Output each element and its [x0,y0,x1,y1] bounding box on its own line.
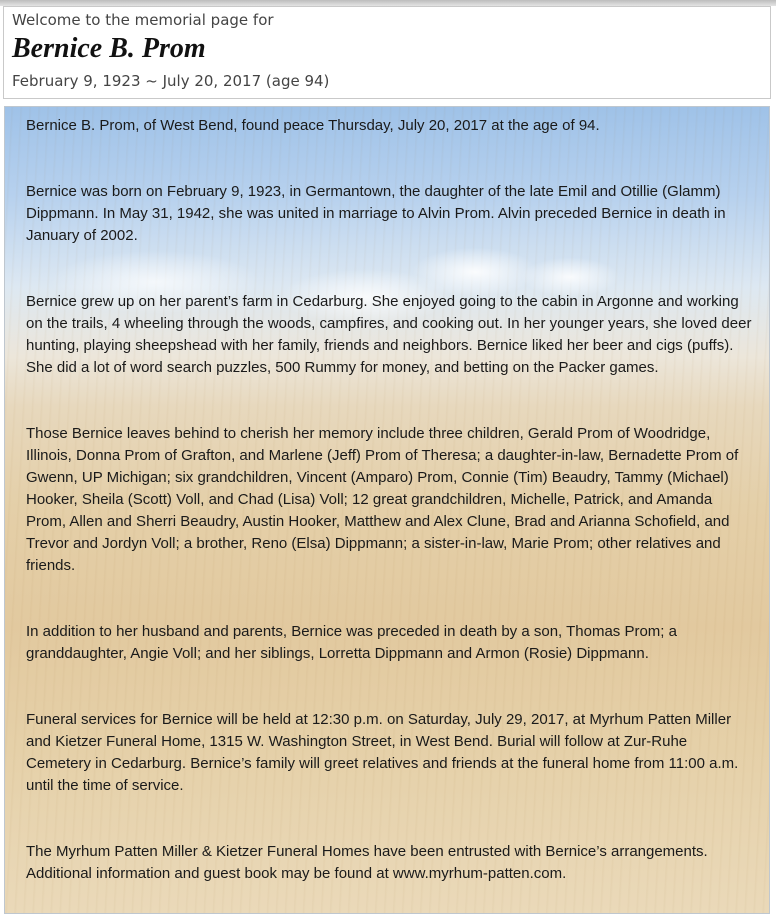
obituary-paragraph: Bernice grew up on her parent’s farm in Cedarburg. She enjoyed going to the cabin in Argonne and working on the trails, 4 wheeling through the woods, campfires, and cooking out. In her younger years, she loved deer hunting, playing sheepshead with her family, friends and neighbors. Bernice liked her beer and cigs (puffs). She did a lot of word search puzzles, 500 Rummy for money, and betting on the Packer games. [26,293,752,376]
life-dates: February 9, 1923 ~ July 20, 2017 (age 94) [12,72,330,90]
obituary-paragraph: In addition to her husband and parents, Bernice was preceded in death by a son, Thomas Prom; a granddaughter, Angie Voll; and her siblings, Lorretta Dippmann and Armon (Rosie) Dippmann. [26,623,677,662]
obituary-paragraph: Funeral services for Bernice will be held at 12:30 p.m. on Saturday, July 29, 2017, at Myrhum Patten Miller and Kietzer Funeral Home, 1315 W. Washington Street, in West Bend. Burial will follow at Zur-Ruhe Cemetery in Cedarburg. Bernice’s family will greet relatives and friends at the funeral home from 11:00 a.m. until the time of service. [26,711,739,794]
obituary-text [26,115,756,885]
obituary-paragraph: Bernice B. Prom, of West Bend, found peace Thursday, July 20, 2017 at the age of 94. [26,117,600,134]
deceased-name: Bernice B. Prom [12,33,206,64]
memorial-header [3,6,771,99]
welcome-text: Welcome to the memorial page for [12,11,274,29]
obituary-paragraph: The Myrhum Patten Miller & Kietzer Funeral Homes have been entrusted with Bernice’s arrangements. Additional information and guest book may be found at www.myrhum-patten.com. [26,843,708,882]
obituary-paragraph: Bernice was born on February 9, 1923, in Germantown, the daughter of the late Emil and Otillie (Glamm) Dippmann. In May 31, 1942, she was united in marriage to Alvin Prom. Alvin preceded Bernice in death in January of 2002. [26,183,726,244]
obituary-panel [4,106,770,914]
obituary-paragraph: Those Bernice leaves behind to cherish her memory include three children, Gerald Prom of Woodridge, Illinois, Donna Prom of Grafton, and Marlene (Jeff) Prom of Theresa; a daughter-in-law, Bernadette Prom of Gwenn, UP Michigan; six grandchildren, Vincent (Amparo) Prom, Connie (Tim) Beaudry, Tammy (Michael) Hooker, Sheila (Scott) Voll, and Chad (Lisa) Voll; 12 great grandchildren, Michelle, Patrick, and Amanda Prom, Allen and Sherri Beaudry, Austin Hooker, Matthew and Alex Clune, Brad and Arianna Schofield, and Trevor and Jordyn Voll; a brother, Reno (Elsa) Dippmann; a sister-in-law, Marie Prom; other relatives and friends. [26,425,739,574]
